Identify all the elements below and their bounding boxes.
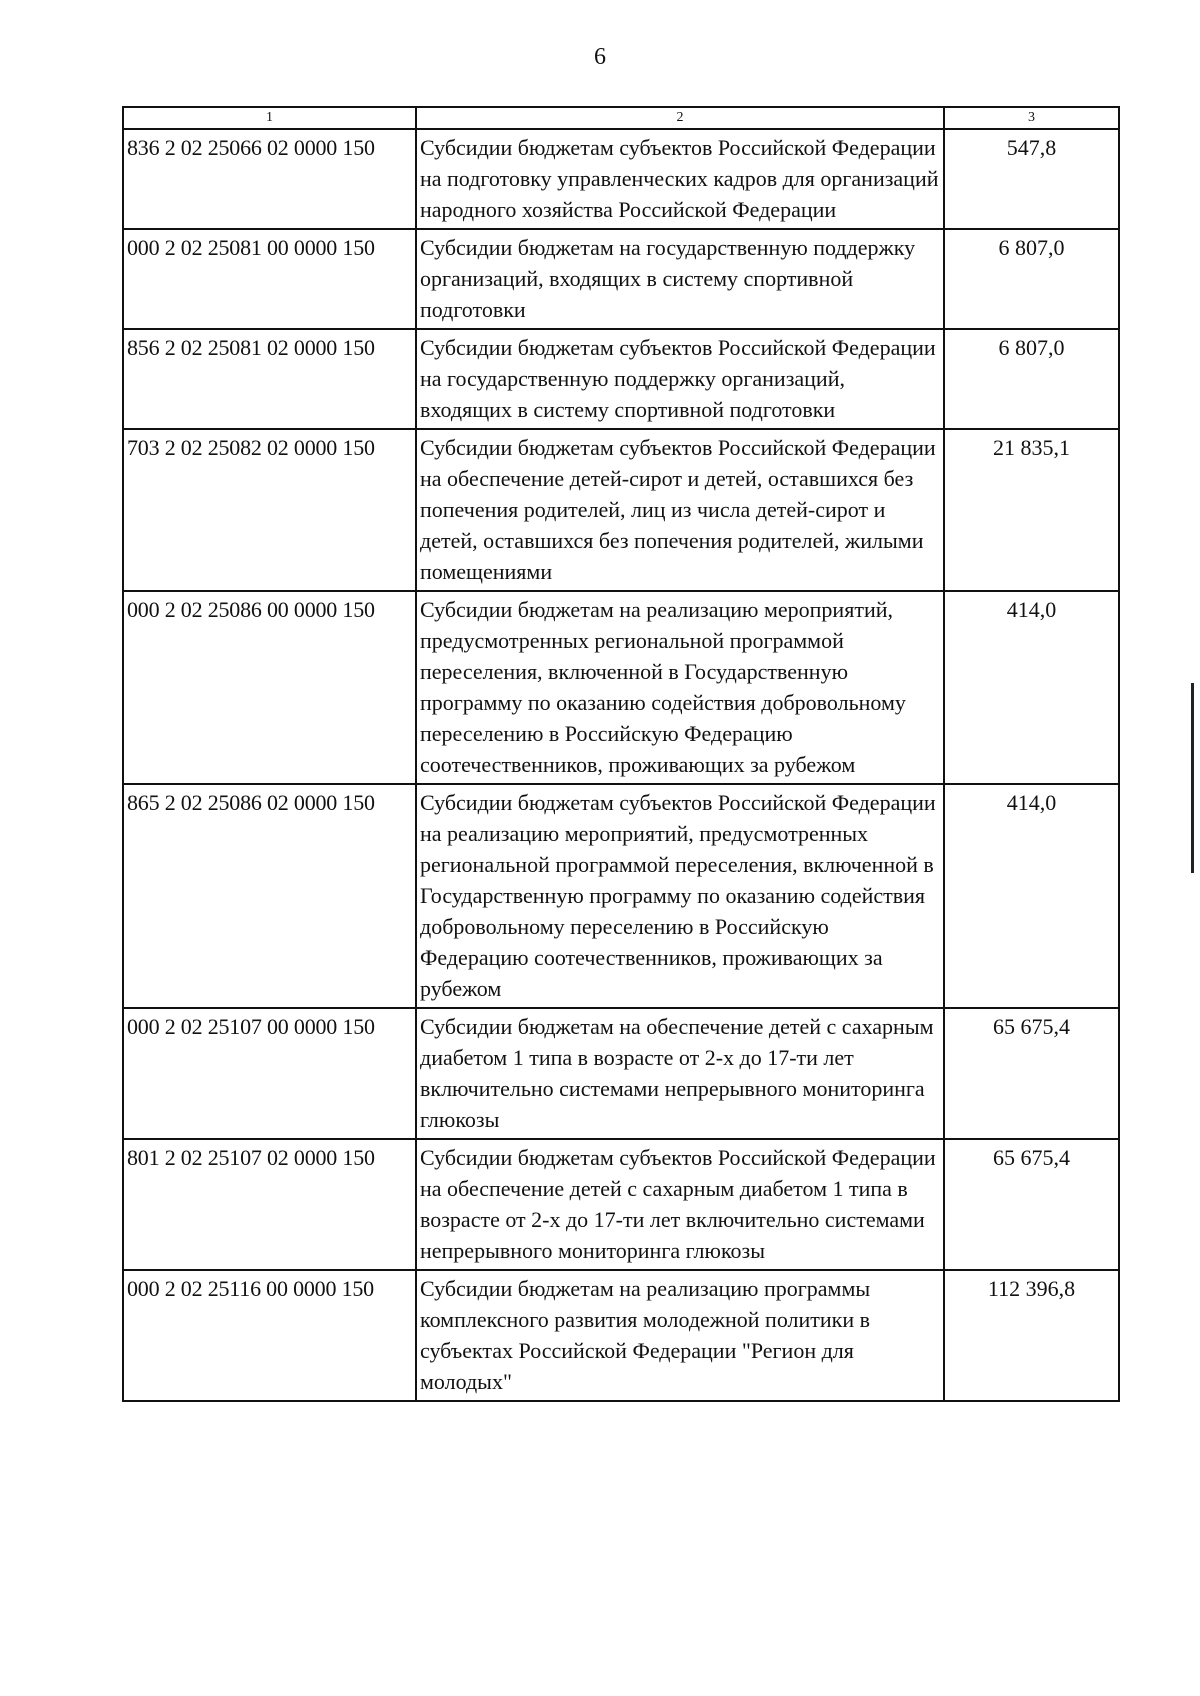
header-row xyxy=(123,107,1119,129)
amount: 6 807,0 xyxy=(944,329,1119,429)
table-row xyxy=(123,1139,1119,1270)
amount: 112 396,8 xyxy=(944,1270,1119,1401)
budget-table xyxy=(122,106,1120,1402)
table-row xyxy=(123,591,1119,784)
budget-code: 856 2 02 25081 02 0000 150 xyxy=(123,329,416,429)
amount: 414,0 xyxy=(944,784,1119,1008)
revenue-name: Субсидии бюджетам субъектов Российской Федерации на государственную поддержку организаций, входящих в систему спортивной подготовки xyxy=(416,329,944,429)
amount: 414,0 xyxy=(944,591,1119,784)
budget-code: 000 2 02 25107 00 0000 150 xyxy=(123,1008,416,1139)
amount: 547,8 xyxy=(944,129,1119,229)
table-row xyxy=(123,129,1119,229)
column-header-code: 1 xyxy=(123,107,416,129)
page-number: 6 xyxy=(594,44,606,70)
budget-code: 801 2 02 25107 02 0000 150 xyxy=(123,1139,416,1270)
amount: 6 807,0 xyxy=(944,229,1119,329)
revenue-name: Субсидии бюджетам субъектов Российской Федерации на обеспечение детей с сахарным диабетом 1 типа в возрасте от 2-х до 17-ти лет включительно системами непрерывного мониторинга глюкозы xyxy=(416,1139,944,1270)
table-row xyxy=(123,229,1119,329)
budget-code: 836 2 02 25066 02 0000 150 xyxy=(123,129,416,229)
budget-code: 000 2 02 25116 00 0000 150 xyxy=(123,1270,416,1401)
amount: 65 675,4 xyxy=(944,1008,1119,1139)
table-body xyxy=(123,129,1119,1401)
column-header-name: 2 xyxy=(416,107,944,129)
revenue-name: Субсидии бюджетам на государственную поддержку организаций, входящих в систему спортивной подготовки xyxy=(416,229,944,329)
table-row xyxy=(123,329,1119,429)
budget-code: 865 2 02 25086 02 0000 150 xyxy=(123,784,416,1008)
revenue-name: Субсидии бюджетам субъектов Российской Федерации на обеспечение детей-сирот и детей, оставшихся без попечения родителей, лиц из числа детей-сирот и детей, оставшихся без попечения родителей, жилыми помещениями xyxy=(416,429,944,591)
budget-code: 000 2 02 25081 00 0000 150 xyxy=(123,229,416,329)
table-header xyxy=(123,107,1119,129)
revenue-name: Субсидии бюджетам субъектов Российской Федерации на реализацию мероприятий, предусмотренных региональной программой переселения, включенной в Государственную программу по оказанию содействия добровольному переселению в Российскую Федерацию соотечественников, проживающих за рубежом xyxy=(416,784,944,1008)
table-row xyxy=(123,1008,1119,1139)
column-header-amount: 3 xyxy=(944,107,1119,129)
revenue-name: Субсидии бюджетам на реализацию мероприятий, предусмотренных региональной программой переселения, включенной в Государственную программу по оказанию содействия добровольному переселению в Российскую Федерацию соотечественников, проживающих за рубежом xyxy=(416,591,944,784)
table-row xyxy=(123,429,1119,591)
table-row xyxy=(123,784,1119,1008)
budget-code: 000 2 02 25086 00 0000 150 xyxy=(123,591,416,784)
revenue-name: Субсидии бюджетам на реализацию программы комплексного развития молодежной политики в субъектах Российской Федерации "Регион для молодых" xyxy=(416,1270,944,1401)
table-row xyxy=(123,1270,1119,1401)
amount: 21 835,1 xyxy=(944,429,1119,591)
revenue-name: Субсидии бюджетам субъектов Российской Федерации на подготовку управленческих кадров для организаций народного хозяйства Российской Федерации xyxy=(416,129,944,229)
revenue-name: Субсидии бюджетам на обеспечение детей с сахарным диабетом 1 типа в возрасте от 2-х до 17-ти лет включительно системами непрерывного мониторинга глюкозы xyxy=(416,1008,944,1139)
scan-edge-mark xyxy=(1191,683,1194,873)
amount: 65 675,4 xyxy=(944,1139,1119,1270)
budget-code: 703 2 02 25082 02 0000 150 xyxy=(123,429,416,591)
